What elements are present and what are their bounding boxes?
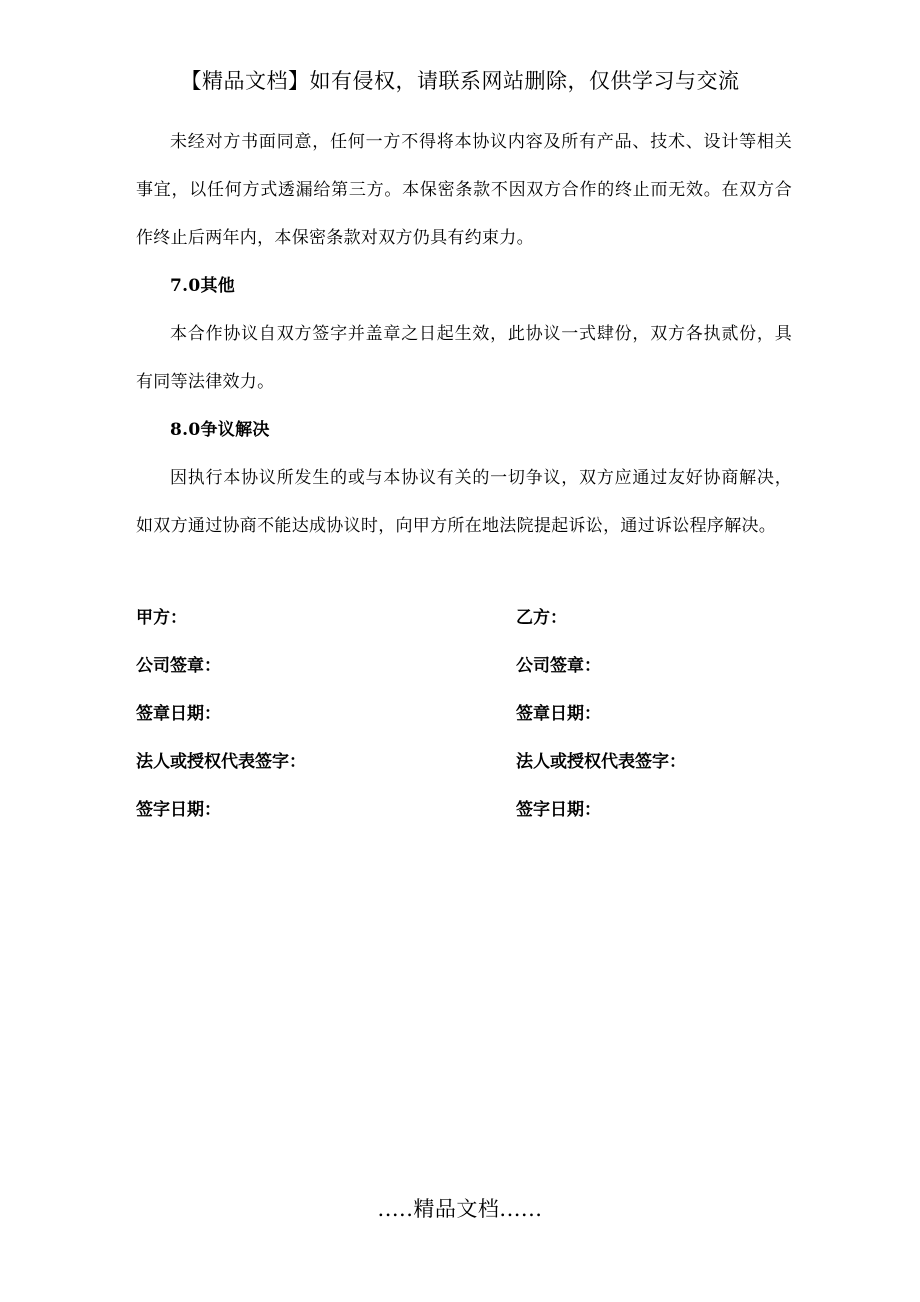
- party-a-label: 甲方：: [136, 608, 187, 628]
- party-b-representative-label: 法人或授权代表签字：: [516, 752, 686, 772]
- party-a-sign-date-label: 签字日期：: [136, 800, 221, 820]
- section-7-paragraph: 本合作协议自双方签字并盖章之日起生效，此协议一式肆份，双方各执贰份，具有同等法律效力。: [136, 324, 792, 392]
- party-a-seal-date-label: 签章日期：: [136, 704, 221, 724]
- section-8-paragraph: 因执行本协议所发生的或与本协议有关的一切争议，双方应通过友好协商解决，如双方通过协商不能达成协议时，向甲方所在地法院提起诉讼，通过诉讼程序解决。: [136, 468, 792, 536]
- party-a-representative-label: 法人或授权代表签字：: [136, 752, 306, 772]
- signature-row-representative: [136, 738, 792, 786]
- confidentiality-paragraph: 未经对方书面同意，任何一方不得将本协议内容及所有产品、技术、设计等相关事宜，以任何方式透漏给第三方。本保密条款不因双方合作的终止而无效。在双方合作终止后两年内，本保密条款对双方仍具有约束力。: [136, 132, 792, 248]
- party-b-seal-label: 公司签章：: [516, 656, 601, 676]
- party-b-sign-date-label: 签字日期：: [516, 800, 601, 820]
- signature-row-sign-date: [136, 786, 792, 834]
- page-footer: .....精品文档......: [377, 1197, 543, 1221]
- party-a-seal-label: 公司签章：: [136, 656, 221, 676]
- party-b-label: 乙方：: [516, 608, 567, 628]
- signature-row-seal-date: [136, 690, 792, 738]
- document-body: [136, 118, 792, 550]
- signature-block: [136, 594, 792, 834]
- section-8-heading: 8.0争议解决: [170, 420, 270, 440]
- section-7-heading: 7.0其他: [170, 276, 236, 296]
- signature-row-party: [136, 594, 792, 642]
- page-header: 【精品文档】如有侵权，请联系网站删除，仅供学习与交流: [180, 69, 740, 93]
- party-b-seal-date-label: 签章日期：: [516, 704, 601, 724]
- signature-row-seal: [136, 642, 792, 690]
